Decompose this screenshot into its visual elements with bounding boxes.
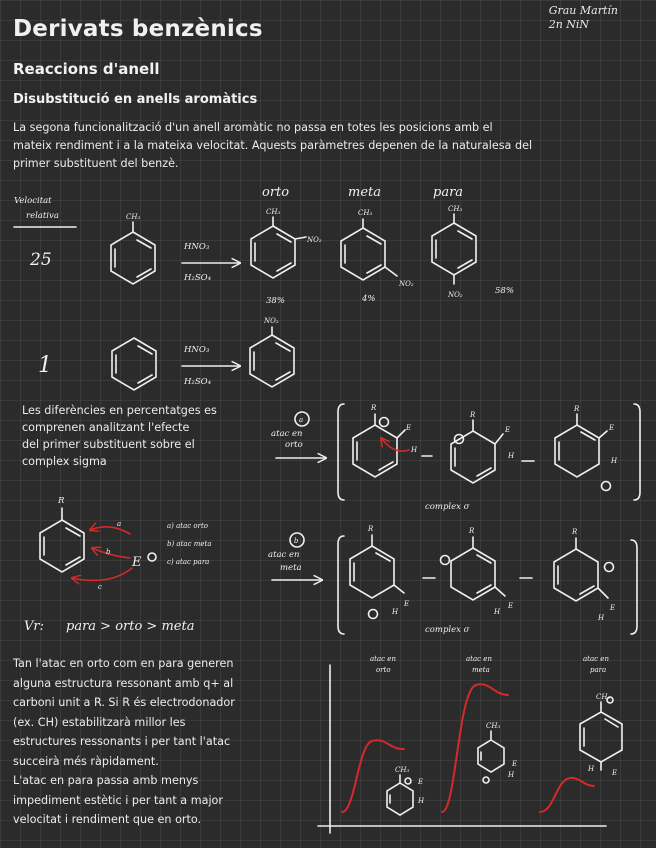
graph-meta-l1: atac en (466, 655, 492, 663)
conclusion-line: velocitat i rendiment que en orto. (13, 813, 202, 826)
page-title: Derivats benzènics (13, 16, 263, 42)
order-text: para > orto > meta (66, 619, 195, 634)
graph-para-h: H (588, 765, 595, 773)
graph-para-l2: para (590, 666, 607, 674)
legend-ortho: a) atac orto (167, 522, 209, 530)
ortho-s2-r: R (470, 411, 476, 419)
energy-graph (318, 655, 622, 833)
meta-product (341, 185, 414, 304)
meta-s2-r: R (469, 527, 475, 535)
ortho-s1-r: R (371, 404, 377, 412)
reagent-top: HNO₃ (184, 242, 210, 252)
attack-r-group: R (58, 496, 65, 506)
toluene-methyl: CH₃ (126, 213, 141, 221)
arrow-meta-line1: atac en (268, 550, 300, 560)
attack-c-label: c (98, 583, 102, 591)
legend-meta: b) atac meta (167, 540, 212, 548)
rate-benzene: 1 (38, 353, 52, 378)
ortho-s2-e: E (505, 426, 511, 434)
label-ortho: orto (262, 185, 290, 200)
graph-para-e: E (612, 769, 618, 777)
para-nitro: NO₂ (448, 291, 463, 299)
ortho-resonance-block (271, 404, 640, 512)
attack-a-label: a (117, 520, 122, 528)
conclusion-line: (ex. CH) estabilitzarà millor les (13, 715, 186, 729)
explain-line: del primer substituent sobre el (22, 438, 195, 451)
meta-s1-r: R (368, 525, 374, 533)
graph-ortho-h: H (418, 797, 425, 805)
conclusion-line: estructures ressonants i per tant l'atac (13, 735, 231, 748)
velocity-order (24, 619, 194, 634)
subsection-title: Disubstitució en anells aromàtics (13, 92, 258, 107)
ortho-methyl: CH₃ (266, 208, 281, 216)
ortho-s1-h: H (411, 446, 418, 454)
conclusion-line: succeirà més ràpidament. (13, 754, 159, 768)
nitrobenzene-nitro: NO₂ (264, 317, 279, 325)
label-meta: meta (348, 185, 381, 200)
meta-methyl: CH₃ (358, 209, 373, 217)
intro-line: La segona funcionalització d'un anell aromàtic no passa en totes les posicions amb el (13, 121, 493, 134)
order-prefix: Vr: (24, 619, 44, 634)
ortho-s2-h: H (508, 452, 515, 460)
graph-meta-e: E (512, 760, 518, 768)
para-product (432, 185, 514, 299)
nitrobenzene-molecule (250, 317, 294, 387)
graph-meta-h: H (508, 771, 515, 779)
conclusion-line: L'atac en para passa amb menys (13, 774, 199, 787)
meta-s3-e: E (610, 604, 616, 612)
meta-s3-r: R (572, 528, 578, 536)
ortho-s3-e: E (609, 424, 615, 432)
sigma-complex-label-meta: complex σ (425, 625, 470, 635)
para-methyl: CH₃ (448, 205, 463, 213)
ortho-s3-h: H (611, 457, 618, 465)
explain-line: comprenen analitzant l'efecte (22, 421, 190, 434)
graph-para-methyl: CH₃ (596, 693, 611, 701)
reagent-bottom-2: H₂SO₄ (184, 377, 212, 387)
reagent-top-2: HNO₃ (184, 345, 210, 355)
nitration-arrow-bottom (182, 345, 240, 387)
meta-s2-h: H (494, 608, 501, 616)
ortho-s3-r: R (574, 405, 580, 413)
graph-ortho-l2: orto (376, 666, 391, 674)
conclusion-line: Tan l'atac en orto com en para generen (13, 657, 234, 670)
yield-para: 58% (495, 286, 514, 296)
nitration-arrow-top (182, 242, 240, 283)
meta-s2-e: E (508, 602, 514, 610)
meta-circle-b: b (294, 537, 299, 545)
conclusion-line: carboni unit a R. Si R és electrodonador (13, 696, 235, 709)
ortho-circle-a: a (299, 416, 304, 424)
graph-ortho-methyl: CH₃ (395, 766, 410, 774)
legend-para: c) atac para (167, 558, 210, 566)
meta-s1-h: H (392, 608, 399, 616)
yield-meta: 4% (362, 294, 376, 304)
author-name: Grau Martín (548, 4, 618, 17)
conclusion-line: alguna estructura ressonant amb q+ al (13, 676, 234, 690)
reagent-bottom: H₂SO₄ (184, 273, 212, 283)
ortho-s1-e: E (406, 424, 412, 432)
rate-toluene: 25 (30, 250, 52, 270)
ortho-nitro: NO₂ (307, 236, 322, 244)
graph-meta-methyl: CH₃ (486, 722, 501, 730)
conclusion-line: impediment estètic i per tant a major (13, 793, 223, 807)
section-title: Reaccions d'anell (13, 60, 160, 78)
graph-meta-l2: meta (472, 666, 490, 674)
rate-header-line1: Velocitat (14, 196, 52, 206)
arrow-meta-line2: meta (280, 563, 302, 573)
attack-b-label: b (106, 548, 111, 556)
rate-header (14, 196, 76, 378)
graph-ortho-e: E (418, 778, 424, 786)
ortho-product (251, 185, 322, 306)
toluene-molecule (111, 213, 155, 284)
electrophile-e: E (132, 555, 142, 570)
explain-line: complex sigma (22, 455, 107, 468)
meta-s3-h: H (598, 614, 605, 622)
meta-s1-e: E (404, 600, 410, 608)
arrow-ortho-line1: atac en (271, 429, 303, 439)
rate-header-line2: relativa (26, 211, 59, 221)
attack-sites-diagram (40, 496, 212, 591)
benzene-molecule (112, 338, 156, 390)
yield-ortho: 38% (266, 296, 285, 306)
graph-para-l1: atac en (583, 655, 609, 663)
explain-line: Les diferències en percentatges es (22, 404, 217, 417)
graph-ortho-l1: atac en (370, 655, 396, 663)
author-class: 2n NiN (548, 18, 590, 31)
arrow-ortho-line2: orto (285, 440, 303, 450)
meta-nitro: NO₂ (399, 280, 414, 288)
label-para: para (433, 185, 464, 200)
sigma-complex-label-ortho: complex σ (425, 502, 470, 512)
meta-resonance-block (268, 525, 637, 635)
intro-line: mateix rendiment i a la mateixa velocitat. Aquests paràmetres depenen de la naturalesa del (13, 139, 533, 152)
intro-line: primer substituent del benzè. (13, 157, 179, 170)
